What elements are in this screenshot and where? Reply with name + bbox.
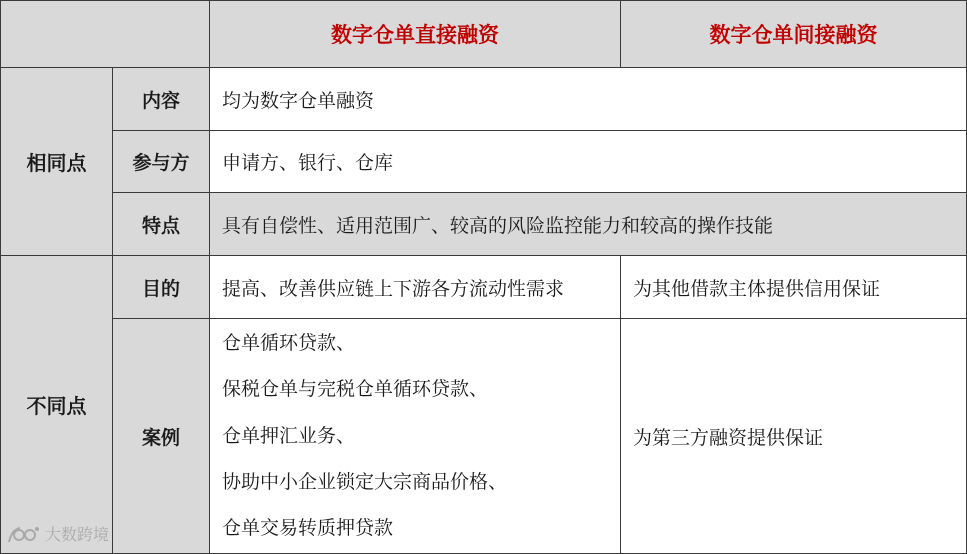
purpose-direct: 提高、改善供应链上下游各方流动性需求 [209,255,621,319]
row-label-features: 特点 [112,192,210,256]
watermark-text: 大数跨境 [45,525,110,544]
row-value-features: 具有自偿性、适用范围广、较高的风险监控能力和较高的操作技能 [209,192,967,256]
list-item: 仓单押汇业务、 [222,424,356,447]
purpose-indirect: 为其他借款主体提供信用保证 [620,255,967,319]
list-item: 仓单循环贷款、 [222,332,356,354]
list-item: 保税仓单与完税仓单循环贷款、 [222,378,489,401]
list-item: 仓单交易转质押贷款 [222,517,394,539]
category-same-points: 相同点 [0,67,113,256]
row-label-purpose: 目的 [112,255,210,319]
header-direct-financing: 数字仓单直接融资 [209,0,621,68]
row-value-participants: 申请方、银行、仓库 [209,130,967,193]
watermark [6,522,109,545]
brand-logo-icon [6,523,42,545]
header-corner-cell [0,0,210,68]
row-value-content: 均为数字仓单融资 [209,67,967,131]
row-label-cases: 案例 [112,318,210,554]
row-label-participants: 参与方 [112,130,210,193]
list-item: 协助中小企业锁定大宗商品价格、 [222,470,508,493]
category-different-points: 不同点 [0,255,113,554]
cases-indirect: 为第三方融资提供保证 [620,318,967,554]
header-indirect-financing: 数字仓单间接融资 [620,0,967,68]
row-label-content: 内容 [112,67,210,131]
cases-direct-list [209,318,621,554]
